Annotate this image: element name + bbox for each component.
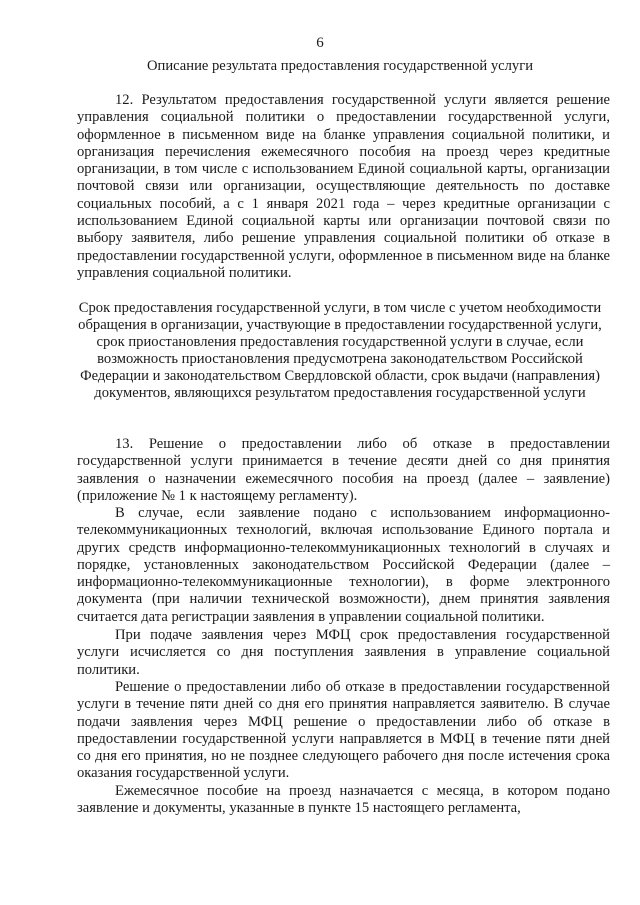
section-heading-result: Описание результата предоставления государственной услуги	[146, 58, 534, 74]
paragraph-13-decision: Решение о предоставлении либо об отказе в предоставлении государственной услуги в течение пяти дней со дня его принятия направляется заявителю. В случае подачи заявления через МФЦ решение о предоставлении либо об отказе в предоставлении государственной услуги направляется в МФЦ в течение пяти дней со дня его принятия, но не позднее следующего рабочего дня после истечения срока оказания государственной услуги.	[77, 679, 610, 782]
paragraph-13-electronic: В случае, если заявление подано с использованием информационно-телекоммуникационных технологий, включая использование Единого портала и других средств информационно-телекоммуникационных технологий в случаях и порядке, установленных законодательством Российской Федерации (далее – информационно-телекоммуникационные технологии), в форме электронного документа (при наличии технической возможности), днем принятия заявления считается дата регистрации заявления в управлении социальной политики.	[77, 505, 610, 625]
page-number: 6	[316, 35, 324, 51]
paragraph-13-mfc: При подаче заявления через МФЦ срок предоставления государственной услуги исчисляется со дня поступления заявления в управление социальной политики.	[77, 627, 610, 678]
paragraph-13: 13. Решение о предоставлении либо об отказе в предоставлении государственной услуги принимается в течение десяти дней со дня принятия заявления о назначении ежемесячного пособия на проезд (далее – заявление) (приложение № 1 к настоящему регламенту).	[77, 436, 610, 504]
paragraph-12: 12. Результатом предоставления государственной услуги является решение управления социальной политики о предоставлении государственной услуги, оформленное в письменном виде на бланке управления социальной политики, и организация перечисления ежемесячного пособия на проезд через кредитные организации, в том числе с использованием Единой социальной карты, организации почтовой связи или организации, осуществляющие деятельность по доставке социальных пособий, а с 1 января 2021 года – через кредитные организации с использованием Единой социальной карты или организации почтовой связи по выбору заявителя, либо решение управления социальной политики об отказе в предоставлении государственной услуги, оформленное в письменном виде на бланке управления социальной политики.	[77, 92, 610, 281]
paragraph-13-allowance: Ежемесячное пособие на проезд назначается с месяца, в котором подано заявление и документы, указанные в пункте 15 настоящего регламента,	[77, 783, 610, 817]
section-heading-term: Срок предоставления государственной услуги, в том числе с учетом необходимости обращения в организации, участвующие в предоставлении государственной услуги, срок приостановления предоставления государственной услуги в случае, если возможность приостановления предусмотрена законодательством Российской Федерации и законодательством Свердловской области, срок выдачи (направления) документов, являющихся результатом предоставления государственной услуги	[78, 300, 602, 401]
